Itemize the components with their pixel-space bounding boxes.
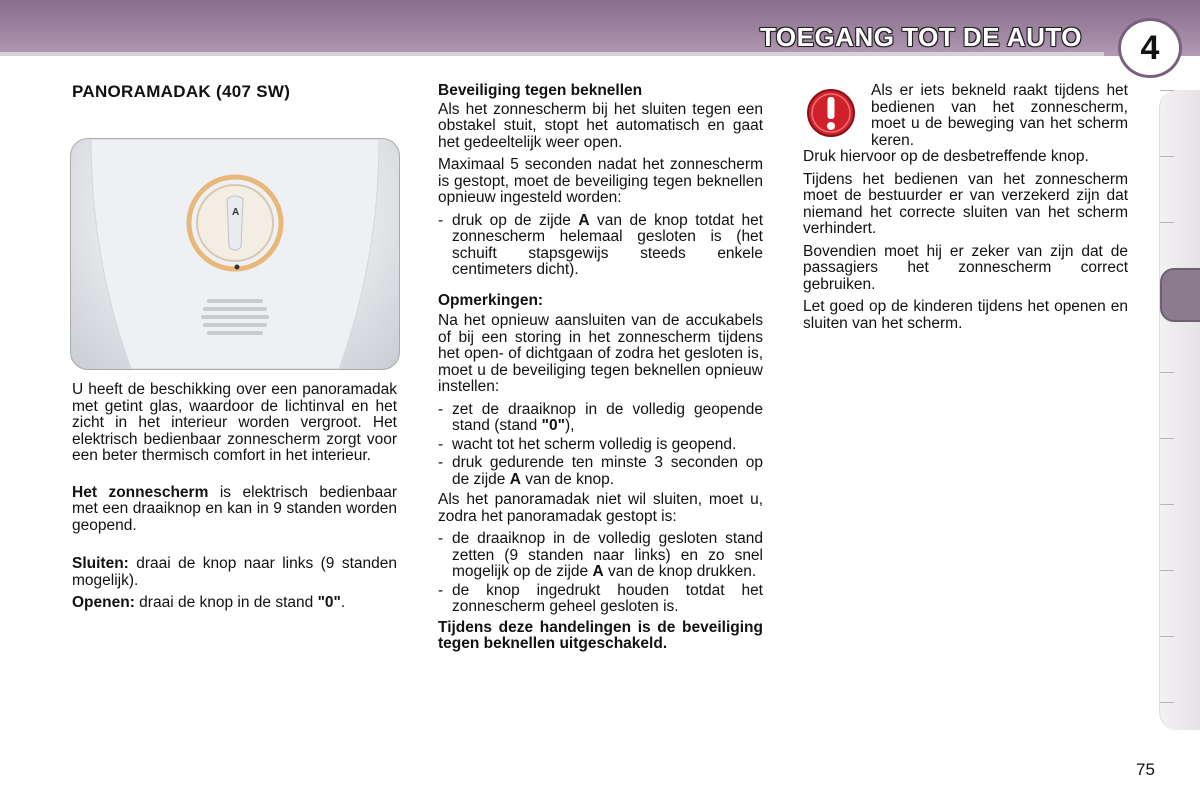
- open-position: "0": [317, 594, 341, 611]
- warning-paragraph-1b: Druk hiervoor op de desbetreffende knop.: [803, 148, 1089, 165]
- open-label: Openen:: [72, 594, 135, 611]
- remarks-heading: Opmerkingen:: [438, 291, 544, 309]
- deactivation-warning: Tijdens deze handelingen is de beveiliging tegen beknellen uitgeschakeld.: [438, 618, 763, 652]
- roof-console-illustration: [71, 139, 399, 369]
- list-item: - druk op de zijde A van de knop totdat het zonnescherm helemaal gesloten is (het schuift stapsgewijs steeds enkele centimeters dicht).: [438, 213, 763, 279]
- list-item: - druk gedurende ten minste 3 seconden op de zijde A van de knop.: [438, 455, 763, 488]
- open-end: .: [340, 594, 346, 611]
- warning-paragraph-3: Bovendien moet hij er zeker van zijn dat de passagiers het zonnescherm correct gebruiken.: [803, 242, 1128, 293]
- list-item: - de knop ingedrukt houden totdat het zonnescherm geheel gesloten is.: [438, 583, 763, 616]
- left-column: [72, 382, 397, 618]
- list-item: - wacht tot het scherm volledig is geopend.: [438, 437, 763, 454]
- active-chapter-tab[interactable]: [1160, 268, 1200, 322]
- chapter-tabs: [1159, 90, 1200, 730]
- tab-divider: [1160, 570, 1174, 571]
- tab-divider: [1160, 702, 1174, 703]
- list-item: - zet de draaiknop in de volledig geopende stand (stand "0"),: [438, 402, 763, 435]
- middle-column: [438, 83, 763, 659]
- tab-divider: [1160, 372, 1174, 373]
- list-item: - de draaiknop in de volledig gesloten stand zetten (9 standen naar links) en zo snel mogelijk op de zijde A van de knop drukken.: [438, 531, 763, 581]
- anti-pinch-heading: Beveiliging tegen beknellen: [438, 82, 643, 99]
- close-label: Sluiten:: [72, 555, 129, 572]
- anti-pinch-paragraph-1: Als het zonnescherm bij het sluiten tegen een obstakel stuit, stopt het automatisch en gaat het gedeeltelijk weer open.: [438, 100, 763, 151]
- anti-pinch-steps: [438, 213, 763, 279]
- close-instruction: [72, 556, 397, 589]
- open-text: draai de knop in de stand: [134, 594, 318, 611]
- page-number: 75: [1136, 760, 1155, 779]
- remarks-paragraph-1: Na het opnieuw aansluiten van de accukabels of bij een storing in het zonnescherm tijdens het open- of dichtgaan of zodra het gesloten is, moet u de beveiliging tegen beknellen opnieuw instellen:: [438, 312, 763, 395]
- knob-side-a-label: A: [232, 207, 240, 218]
- right-column: [803, 83, 1128, 338]
- open-instruction: [72, 595, 397, 612]
- tab-divider: [1160, 504, 1174, 505]
- tab-divider: [1160, 222, 1174, 223]
- sunshade-paragraph: [72, 485, 397, 535]
- tab-divider: [1160, 636, 1174, 637]
- sunshade-label: Het zonnescherm: [72, 483, 209, 501]
- warning-paragraph-1: Als er iets bekneld raakt tijdens het bedienen van het zonnescherm, moet u de beweging van het scherm keren.: [871, 82, 1128, 149]
- close-text: draai de knop naar links (9 standen mogelijk).: [72, 555, 397, 589]
- section-heading: PANORAMADAK (407 SW): [72, 82, 291, 101]
- chapter-number-badge: 4: [1118, 18, 1182, 78]
- reset-steps: [438, 402, 763, 489]
- remarks-paragraph-2: Als het panoramadak niet wil sluiten, moet u, zodra het panoramadak gestopt is:: [438, 491, 763, 525]
- anti-pinch-paragraph-2: Maximaal 5 seconden nadat het zonnescherm is gestopt, moet de beveiliging tegen beknellen opnieuw ingesteld worden:: [438, 156, 763, 206]
- chapter-title: TOEGANG TOT DE AUTO: [759, 22, 1082, 52]
- close-steps: [438, 531, 763, 616]
- tab-divider: [1160, 438, 1174, 439]
- sunroof-knob-photo: [70, 138, 400, 370]
- tab-divider: [1160, 90, 1174, 91]
- tab-divider: [1160, 156, 1174, 157]
- warning-paragraph-4: Let goed op de kinderen tijdens het openen en sluiten van het scherm.: [803, 298, 1128, 332]
- warning-paragraph-2: Tijdens het bedienen van het zonnescherm moet de bestuurder er van verzekerd zijn dat niemand het correcte sluiten van het scherm verhindert.: [803, 170, 1128, 237]
- intro-paragraph: U heeft de beschikking over een panoramadak met getint glas, waardoor de lichtinval en het zicht in het interieur worden vergroot. Het elektrisch bedienbaar zonnescherm zorgt voor een beter thermisch comfort in het interieur.: [72, 381, 397, 464]
- sunshade-text: is elektrisch bedienbaar met een draaiknop en kan in 9 standen worden geopend.: [72, 483, 398, 534]
